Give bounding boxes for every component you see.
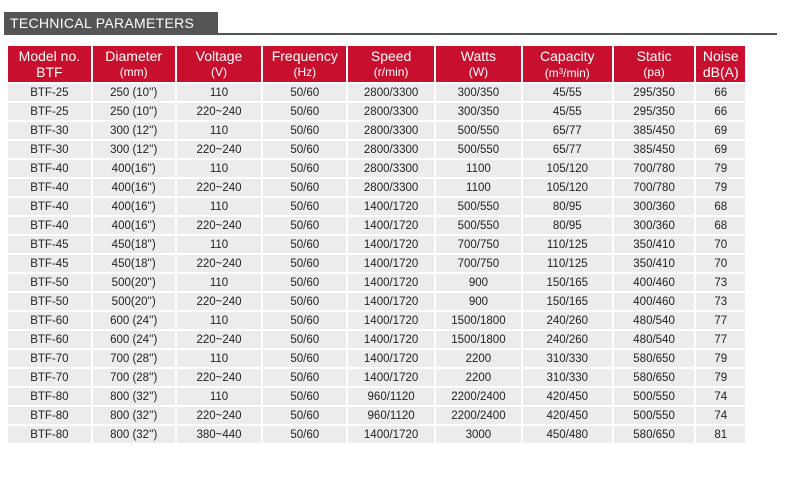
cell-model: BTF-80 xyxy=(8,388,91,405)
cell-capacity: 240/260 xyxy=(523,312,612,329)
cell-watts: 500/550 xyxy=(436,217,521,234)
cell-frequency: 50/60 xyxy=(263,426,346,443)
cell-capacity: 110/125 xyxy=(523,255,612,272)
cell-capacity: 105/120 xyxy=(523,160,612,177)
cell-frequency: 50/60 xyxy=(263,388,346,405)
cell-watts: 900 xyxy=(436,274,521,291)
cell-static: 700/780 xyxy=(614,179,695,196)
cell-noise: 66 xyxy=(696,103,745,120)
cell-noise: 79 xyxy=(696,179,745,196)
cell-frequency: 50/60 xyxy=(263,407,346,424)
cell-diameter: 450(18'') xyxy=(93,236,175,253)
table-row xyxy=(8,274,745,291)
cell-model: BTF-80 xyxy=(8,407,91,424)
cell-diameter: 800 (32'') xyxy=(93,388,175,405)
cell-frequency: 50/60 xyxy=(263,312,346,329)
cell-diameter: 250 (10'') xyxy=(93,84,175,101)
cell-frequency: 50/60 xyxy=(263,122,346,139)
table-row xyxy=(8,369,745,386)
table-row xyxy=(8,217,745,234)
header-capacity: Capacity $(m^3/\min)$ xyxy=(523,46,612,82)
cell-voltage: 220~240 xyxy=(177,331,262,348)
title-divider xyxy=(4,33,777,35)
cell-watts: 3000 xyxy=(436,426,521,443)
cell-voltage: 380~440 xyxy=(177,426,262,443)
cell-speed: 1400/1720 xyxy=(348,217,434,234)
table-row xyxy=(8,312,745,329)
cell-static: 295/350 xyxy=(614,103,695,120)
cell-model: BTF-50 xyxy=(8,274,91,291)
cell-capacity: 45/55 xyxy=(523,84,612,101)
table-row xyxy=(8,179,745,196)
cell-watts: 1500/1800 xyxy=(436,312,521,329)
cell-model: BTF-25 xyxy=(8,84,91,101)
cell-model: BTF-50 xyxy=(8,293,91,310)
cell-frequency: 50/60 xyxy=(263,198,346,215)
cell-noise: 68 xyxy=(696,198,745,215)
table-row xyxy=(8,141,745,158)
section-title: TECHNICAL PARAMETERS xyxy=(4,12,218,34)
cell-voltage: 110 xyxy=(177,274,262,291)
table-row xyxy=(8,255,745,272)
cell-static: 350/410 xyxy=(614,236,695,253)
cell-capacity: 240/260 xyxy=(523,331,612,348)
cell-speed: 1400/1720 xyxy=(348,369,434,386)
cell-speed: 1400/1720 xyxy=(348,293,434,310)
cell-noise: 69 xyxy=(696,122,745,139)
cell-diameter: 700 (28'') xyxy=(93,369,175,386)
cell-voltage: 110 xyxy=(177,312,262,329)
cell-speed: 1400/1720 xyxy=(348,236,434,253)
cell-speed: 2800/3300 xyxy=(348,179,434,196)
cell-watts: 900 xyxy=(436,293,521,310)
table-row xyxy=(8,103,745,120)
cell-capacity: 450/480 xyxy=(523,426,612,443)
cell-frequency: 50/60 xyxy=(263,141,346,158)
cell-static: 300/360 xyxy=(614,198,695,215)
cell-voltage: 110 xyxy=(177,198,262,215)
cell-static: 350/410 xyxy=(614,255,695,272)
table-row xyxy=(8,236,745,253)
cell-diameter: 300 (12'') xyxy=(93,122,175,139)
table-row xyxy=(8,122,745,139)
cell-noise: 70 xyxy=(696,255,745,272)
cell-diameter: 500(20'') xyxy=(93,274,175,291)
cell-watts: 2200 xyxy=(436,369,521,386)
cell-diameter: 600 (24'') xyxy=(93,312,175,329)
cell-frequency: 50/60 xyxy=(263,179,346,196)
cell-frequency: 50/60 xyxy=(263,103,346,120)
cell-watts: 2200/2400 xyxy=(436,388,521,405)
cell-model: BTF-25 xyxy=(8,103,91,120)
cell-speed: 1400/1720 xyxy=(348,426,434,443)
cell-speed: 1400/1720 xyxy=(348,274,434,291)
cell-model: BTF-40 xyxy=(8,179,91,196)
cell-speed: 1400/1720 xyxy=(348,350,434,367)
cell-model: BTF-30 xyxy=(8,122,91,139)
cell-diameter: 800 (32'') xyxy=(93,407,175,424)
cell-noise: 69 xyxy=(696,141,745,158)
cell-capacity: 150/165 xyxy=(523,293,612,310)
cell-capacity: 105/120 xyxy=(523,179,612,196)
cell-speed: 2800/3300 xyxy=(348,141,434,158)
cell-static: 580/650 xyxy=(614,350,695,367)
cell-speed: 1400/1720 xyxy=(348,331,434,348)
cell-noise: 73 xyxy=(696,293,745,310)
cell-model: BTF-45 xyxy=(8,236,91,253)
cell-static: 580/650 xyxy=(614,369,695,386)
cell-voltage: 220~240 xyxy=(177,179,262,196)
table-row xyxy=(8,350,745,367)
table-row xyxy=(8,84,745,101)
cell-static: 700/780 xyxy=(614,160,695,177)
cell-diameter: 400(16'') xyxy=(93,198,175,215)
cell-frequency: 50/60 xyxy=(263,160,346,177)
table-row xyxy=(8,407,745,424)
cell-model: BTF-60 xyxy=(8,331,91,348)
cell-frequency: 50/60 xyxy=(263,274,346,291)
header-noise: Noise dB(A) xyxy=(696,46,745,82)
cell-frequency: 50/60 xyxy=(263,236,346,253)
table-row xyxy=(8,293,745,310)
cell-diameter: 700 (28'') xyxy=(93,350,175,367)
cell-voltage: 220~240 xyxy=(177,141,262,158)
cell-diameter: 450(18'') xyxy=(93,255,175,272)
cell-capacity: 65/77 xyxy=(523,141,612,158)
cell-diameter: 600 (24'') xyxy=(93,331,175,348)
cell-speed: 2800/3300 xyxy=(348,160,434,177)
cell-static: 385/450 xyxy=(614,122,695,139)
cell-speed: 2800/3300 xyxy=(348,103,434,120)
cell-voltage: 220~240 xyxy=(177,369,262,386)
table-header-row xyxy=(8,46,745,82)
cell-speed: 1400/1720 xyxy=(348,255,434,272)
header-frequency: Frequency (Hz) xyxy=(263,46,346,82)
cell-voltage: 110 xyxy=(177,160,262,177)
cell-watts: 1500/1800 xyxy=(436,331,521,348)
cell-watts: 2200/2400 xyxy=(436,407,521,424)
cell-frequency: 50/60 xyxy=(263,369,346,386)
cell-model: BTF-45 xyxy=(8,255,91,272)
cell-noise: 66 xyxy=(696,84,745,101)
cell-capacity: 310/330 xyxy=(523,369,612,386)
cell-model: BTF-30 xyxy=(8,141,91,158)
cell-noise: 81 xyxy=(696,426,745,443)
cell-model: BTF-70 xyxy=(8,350,91,367)
cell-noise: 79 xyxy=(696,350,745,367)
cell-voltage: 110 xyxy=(177,84,262,101)
table-row xyxy=(8,160,745,177)
cell-noise: 74 xyxy=(696,388,745,405)
cell-model: BTF-80 xyxy=(8,426,91,443)
cell-frequency: 50/60 xyxy=(263,331,346,348)
cell-watts: 700/750 xyxy=(436,255,521,272)
cell-capacity: 80/95 xyxy=(523,198,612,215)
cell-static: 580/650 xyxy=(614,426,695,443)
cell-voltage: 220~240 xyxy=(177,103,262,120)
cell-capacity: 110/125 xyxy=(523,236,612,253)
cell-capacity: 420/450 xyxy=(523,388,612,405)
cell-frequency: 50/60 xyxy=(263,293,346,310)
cell-capacity: 65/77 xyxy=(523,122,612,139)
header-diameter: Diameter (mm) xyxy=(93,46,175,82)
cell-watts: 500/550 xyxy=(436,141,521,158)
cell-static: 295/350 xyxy=(614,84,695,101)
cell-frequency: 50/60 xyxy=(263,84,346,101)
cell-speed: 960/1120 xyxy=(348,407,434,424)
cell-watts: 1100 xyxy=(436,160,521,177)
cell-noise: 70 xyxy=(696,236,745,253)
cell-static: 400/460 xyxy=(614,293,695,310)
cell-frequency: 50/60 xyxy=(263,255,346,272)
cell-model: BTF-70 xyxy=(8,369,91,386)
header-static: Static (pa) xyxy=(614,46,695,82)
cell-watts: 1100 xyxy=(436,179,521,196)
table-row xyxy=(8,426,745,443)
cell-diameter: 400(16'') xyxy=(93,179,175,196)
cell-model: BTF-60 xyxy=(8,312,91,329)
cell-watts: 500/550 xyxy=(436,198,521,215)
technical-parameters-table xyxy=(6,44,747,445)
cell-speed: 1400/1720 xyxy=(348,198,434,215)
cell-capacity: 420/450 xyxy=(523,407,612,424)
cell-voltage: 110 xyxy=(177,388,262,405)
header-voltage: Voltage (V) xyxy=(177,46,262,82)
cell-noise: 77 xyxy=(696,331,745,348)
header-watts: Watts (W) xyxy=(436,46,521,82)
cell-watts: 500/550 xyxy=(436,122,521,139)
cell-capacity: 45/55 xyxy=(523,103,612,120)
cell-diameter: 800 (32'') xyxy=(93,426,175,443)
cell-model: BTF-40 xyxy=(8,160,91,177)
cell-static: 400/460 xyxy=(614,274,695,291)
cell-voltage: 110 xyxy=(177,350,262,367)
table-row xyxy=(8,331,745,348)
cell-diameter: 500(20'') xyxy=(93,293,175,310)
cell-voltage: 110 xyxy=(177,122,262,139)
cell-model: BTF-40 xyxy=(8,217,91,234)
cell-watts: 700/750 xyxy=(436,236,521,253)
cell-diameter: 250 (10'') xyxy=(93,103,175,120)
cell-static: 480/540 xyxy=(614,312,695,329)
cell-watts: 2200 xyxy=(436,350,521,367)
cell-diameter: 400(16'') xyxy=(93,217,175,234)
cell-noise: 73 xyxy=(696,274,745,291)
cell-capacity: 80/95 xyxy=(523,217,612,234)
cell-speed: 2800/3300 xyxy=(348,122,434,139)
cell-speed: 2800/3300 xyxy=(348,84,434,101)
cell-watts: 300/350 xyxy=(436,103,521,120)
cell-voltage: 220~240 xyxy=(177,217,262,234)
cell-speed: 960/1120 xyxy=(348,388,434,405)
cell-model: BTF-40 xyxy=(8,198,91,215)
cell-frequency: 50/60 xyxy=(263,217,346,234)
cell-diameter: 400(16'') xyxy=(93,160,175,177)
cell-static: 480/540 xyxy=(614,331,695,348)
cell-voltage: 220~240 xyxy=(177,407,262,424)
header-model: Model no. BTF xyxy=(8,46,91,82)
cell-voltage: 220~240 xyxy=(177,293,262,310)
table-row xyxy=(8,198,745,215)
cell-capacity: 150/165 xyxy=(523,274,612,291)
header-speed: Speed (r/min) xyxy=(348,46,434,82)
cell-capacity: 310/330 xyxy=(523,350,612,367)
cell-static: 385/450 xyxy=(614,141,695,158)
cell-voltage: 110 xyxy=(177,236,262,253)
cell-noise: 74 xyxy=(696,407,745,424)
cell-noise: 68 xyxy=(696,217,745,234)
cell-noise: 79 xyxy=(696,160,745,177)
cell-static: 500/550 xyxy=(614,407,695,424)
cell-watts: 300/350 xyxy=(436,84,521,101)
cell-voltage: 220~240 xyxy=(177,255,262,272)
cell-noise: 79 xyxy=(696,369,745,386)
table-row xyxy=(8,388,745,405)
cell-diameter: 300 (12'') xyxy=(93,141,175,158)
cell-noise: 77 xyxy=(696,312,745,329)
cell-static: 300/360 xyxy=(614,217,695,234)
cell-frequency: 50/60 xyxy=(263,350,346,367)
cell-speed: 1400/1720 xyxy=(348,312,434,329)
cell-static: 500/550 xyxy=(614,388,695,405)
